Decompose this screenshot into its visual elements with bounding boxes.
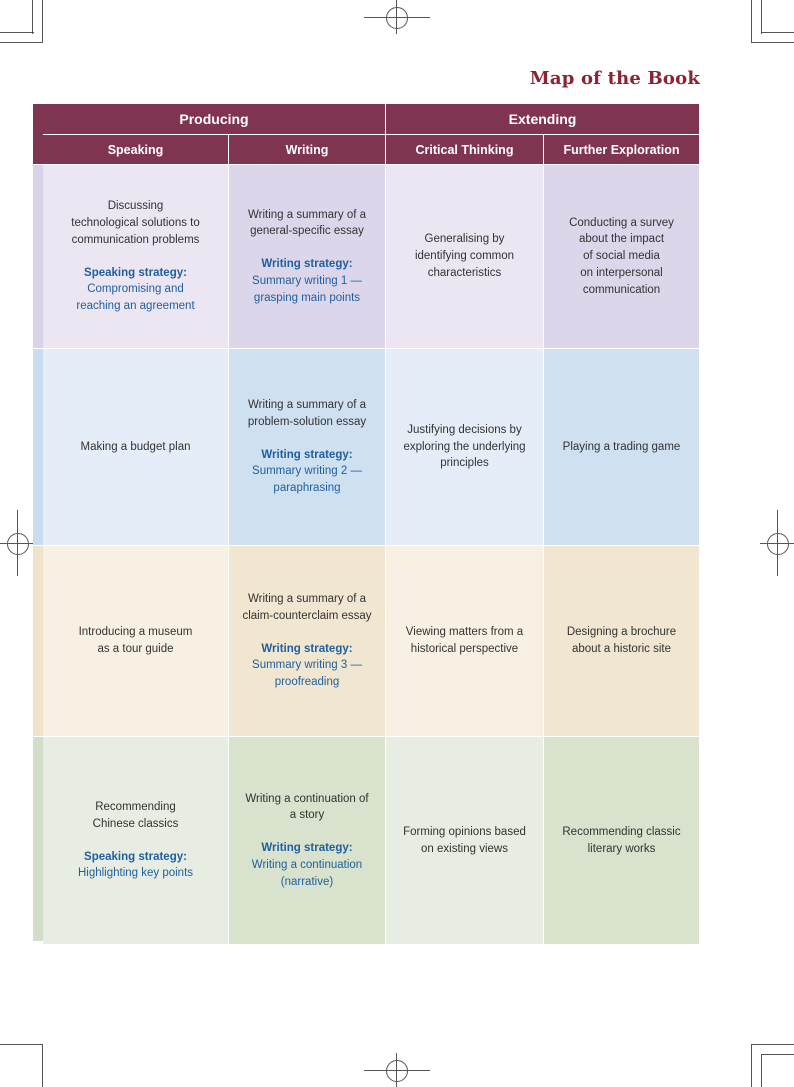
cell-text: Discussing technological solutions to communication problems	[71, 200, 200, 246]
table-cell-speaking	[43, 349, 228, 545]
table-cell-critical-thinking	[386, 546, 543, 736]
strategy-text: Summary writing 1 — grasping main points	[252, 274, 362, 304]
cell-text: Writing a summary of a general-specific essay	[247, 208, 366, 238]
cell-text: Recommending classic literary works	[562, 825, 681, 855]
registration-mark	[767, 533, 789, 555]
table-cell-critical-thinking	[386, 165, 543, 348]
table-cell-speaking	[43, 546, 228, 736]
cell-text: Designing a brochure about a historic site	[566, 626, 677, 655]
header-strip	[33, 104, 43, 164]
cell-text: Forming opinions based on existing views	[403, 825, 526, 855]
strategy-label: Writing strategy:	[261, 842, 353, 855]
table-cell-further-exploration	[544, 546, 699, 736]
table-cell-writing	[229, 165, 385, 348]
crop-mark	[761, 1054, 762, 1087]
table-cell-speaking	[43, 165, 228, 348]
crop-mark	[42, 0, 43, 43]
cell-text: Viewing matters from a historical perspective	[405, 626, 524, 655]
crop-mark	[761, 32, 794, 33]
strategy-label: Writing strategy:	[261, 258, 353, 271]
strategy-label: Writing strategy:	[261, 448, 353, 461]
strategy-text: Summary writing 3 — proofreading	[252, 659, 362, 689]
crop-mark	[751, 0, 752, 43]
cell-text: Writing a summary of a problem-solution essay	[247, 399, 367, 428]
strategy-label: Writing strategy:	[261, 642, 353, 655]
row-strip	[33, 165, 43, 348]
crop-mark	[42, 1044, 43, 1087]
book-map-table	[43, 104, 699, 944]
cell-text: Introducing a museum as a tour guide	[78, 626, 193, 655]
table-cell-further-exploration	[544, 165, 699, 348]
strategy-text: Summary writing 2 — paraphrasing	[252, 465, 362, 495]
cell-text: Writing a summary of a claim-counterclaim essay	[242, 593, 372, 622]
table-cell-speaking	[43, 737, 228, 944]
registration-mark	[386, 1060, 408, 1082]
table-cell-further-exploration	[544, 349, 699, 545]
row-strip	[33, 546, 43, 736]
cell-text: Recommending Chinese classics	[92, 800, 179, 830]
strategy-label: Speaking strategy:	[84, 266, 187, 279]
strategy-text: Highlighting key points	[77, 867, 194, 880]
registration-mark	[386, 7, 408, 29]
crop-mark	[761, 0, 762, 34]
column-header-speaking: Speaking	[43, 135, 228, 164]
table-cell-critical-thinking	[386, 349, 543, 545]
row-strip	[33, 737, 43, 941]
crop-mark	[751, 42, 794, 43]
strategy-text: Writing a continuation (narrative)	[251, 858, 363, 888]
cell-text: Justifying decisions by exploring the underlying principles	[403, 423, 526, 470]
group-header-producing: Producing	[43, 104, 385, 134]
column-header-further-exploration: Further Exploration	[544, 135, 699, 164]
row-strip	[33, 349, 43, 545]
cell-text: Making a budget plan	[80, 440, 191, 453]
cell-text: Playing a trading game	[562, 440, 681, 453]
cell-text: Generalising by identifying common characteristics	[414, 233, 515, 279]
crop-mark	[751, 1044, 752, 1087]
cell-text: Writing a continuation of a story	[245, 792, 369, 822]
table-cell-writing	[229, 546, 385, 736]
table-cell-writing	[229, 737, 385, 944]
table-cell-writing	[229, 349, 385, 545]
crop-mark	[0, 32, 34, 33]
column-header-critical-thinking: Critical Thinking	[386, 135, 543, 164]
crop-mark	[0, 42, 43, 43]
column-header-writing: Writing	[229, 135, 385, 164]
crop-mark	[32, 0, 33, 34]
group-header-extending: Extending	[386, 104, 699, 134]
crop-mark	[0, 1044, 43, 1045]
strategy-text: Compromising and reaching an agreement	[76, 283, 195, 313]
table-cell-further-exploration	[544, 737, 699, 944]
registration-mark	[7, 533, 29, 555]
strategy-label: Speaking strategy:	[84, 850, 187, 863]
table-cell-critical-thinking	[386, 737, 543, 944]
crop-mark	[751, 1044, 794, 1045]
cell-text: Conducting a survey about the impact of social media on interpersonal communication	[569, 216, 674, 296]
crop-mark	[761, 1054, 794, 1055]
page-title: Map of the Book	[529, 68, 700, 89]
